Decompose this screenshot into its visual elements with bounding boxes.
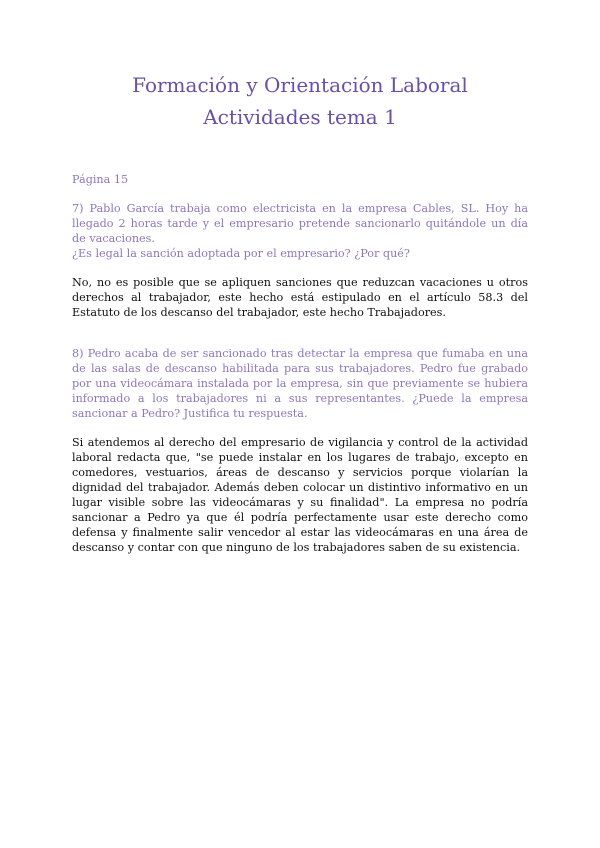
document-title: Formación y Orientación Laboral <box>132 73 468 97</box>
answer-8: Si atendemos al derecho del empresario de vigilancia y control de la actividad laboral redacta que, "se puede instalar en los lugares de trabajo, excepto en comedores, vestuarios, áreas de descanso y servicios porque violarían la dignidad del trabajador. Además deben colocar un distintivo informativo en un lugar visible sobre las videocámaras y su finalidad". La empresa no podría sancionar a Pedro ya que él podría perfectamente usar este derecho como defensa y finalmente salir vencedor al estar las videocámaras en una área de descanso y contar con que ninguno de los trabajadores saben de su existencia. <box>72 436 528 554</box>
answer-7: No, no es posible que se apliquen sanciones que reduzcan vacaciones u otros derechos al trabajador, este hecho está estipulado en el artículo 58.3 del Estatuto de los descanso del trabajador, este hecho Trabajadores. <box>72 276 528 319</box>
document-body <box>72 172 528 555</box>
title-block <box>0 72 600 130</box>
question-7-ask: ¿Es legal la sanción adoptada por el empresario? ¿Por qué? <box>72 247 410 260</box>
question-7 <box>72 201 528 261</box>
question-7-text: 7) Pablo García trabaja como electricista en la empresa Cables, SL. Hoy ha llegado 2 horas tarde y el empresario pretende sancionarlo quitándole un día de vacaciones. <box>72 202 528 245</box>
section-spacer <box>72 320 528 346</box>
question-8: 8) Pedro acaba de ser sancionado tras detectar la empresa que fumaba en una de las salas de descanso habilitada para sus trabajadores. Pedro fue grabado por una videocámara instalada por la empresa, sin que previamente se hubiera informado a los trabajadores ni a sus representantes. ¿Puede la empresa sancionar a Pedro? Justifica tu respuesta. <box>72 347 528 420</box>
document-subtitle: Actividades tema 1 <box>203 105 397 129</box>
page-reference: Página 15 <box>72 173 129 186</box>
